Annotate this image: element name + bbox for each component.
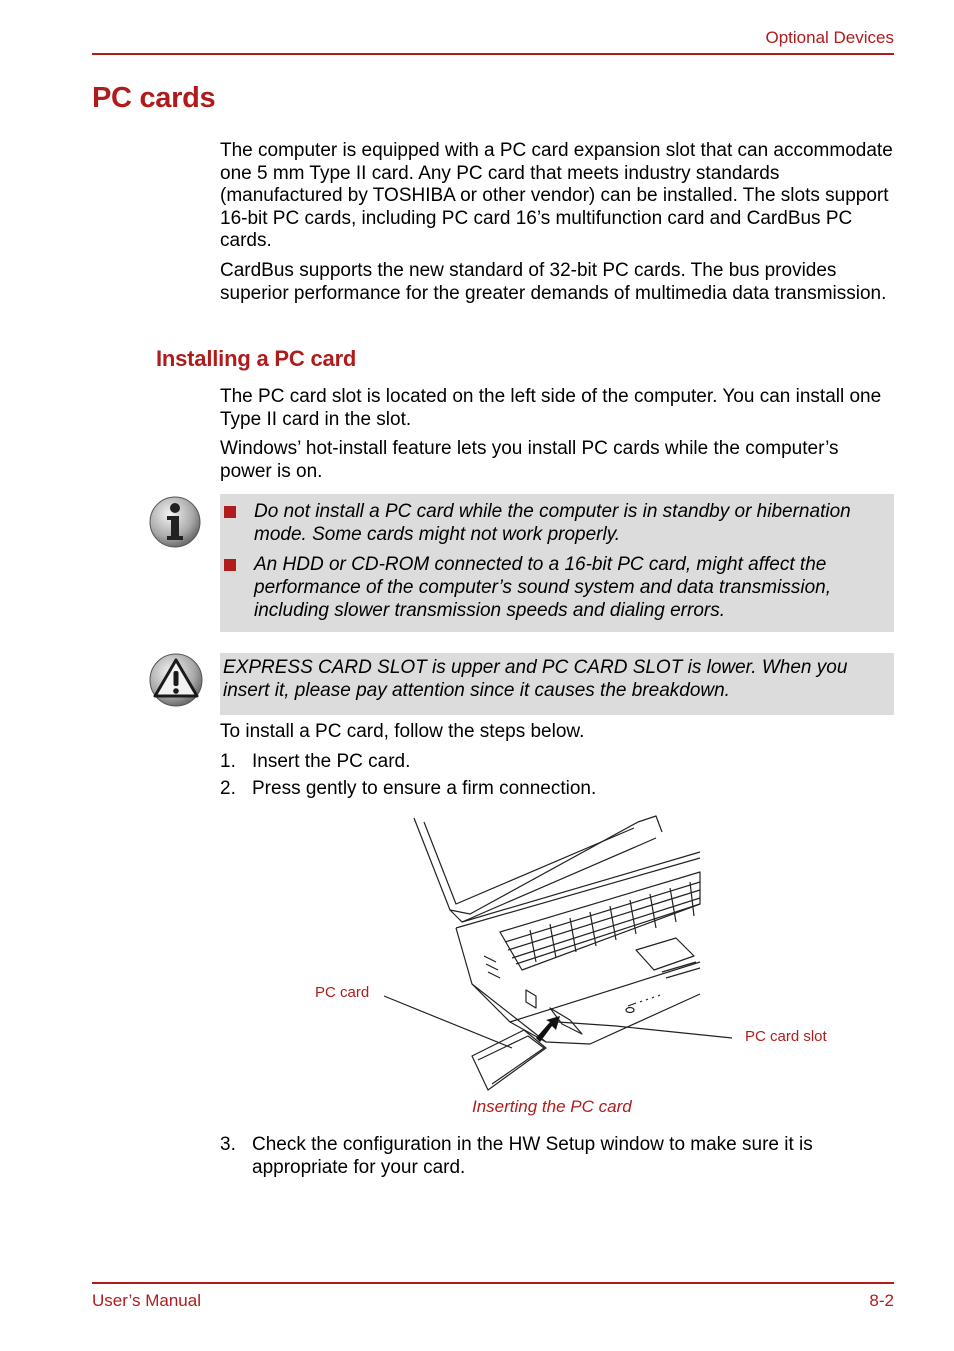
info-note-text-2: An HDD or CD-ROM connected to a 16-bit PC card, might affect the performance of the computer’s sound system and data transmission, including slower transmission speeds and dialing errors. (254, 554, 831, 621)
pc-card-illustration (300, 812, 860, 1102)
list-item (220, 1134, 894, 1180)
step-text: Check the configuration in the HW Setup window to make sure it is appropriate for your card. (252, 1134, 813, 1178)
installing-text-2: Windows’ hot-install feature lets you install PC cards while the computer’s power is on. (220, 438, 839, 482)
info-note-box (220, 494, 894, 632)
info-note-item (220, 500, 894, 546)
running-header: Optional Devices (765, 28, 894, 47)
page-number: 8-2 (869, 1291, 894, 1310)
installing-paragraph-1 (220, 386, 894, 431)
figure-caption: Inserting the PC card (472, 1097, 632, 1116)
bullet-square-icon (224, 506, 236, 518)
intro-paragraph-1 (220, 140, 894, 253)
info-note-item (220, 553, 894, 622)
warning-icon (148, 652, 204, 708)
info-note-text-1: Do not install a PC card while the computer is in standby or hibernation mode. Some cards might not work properly. (254, 501, 851, 545)
caution-note-box (220, 653, 894, 715)
step-text: Insert the PC card. (252, 751, 411, 772)
installing-paragraph-2 (220, 438, 894, 483)
intro-text-2: CardBus supports the new standard of 32-bit PC cards. The bus provides superior performance for the greater demands of multimedia data transmission. (220, 260, 887, 304)
footer-rule (92, 1282, 894, 1284)
list-item (220, 778, 894, 801)
step-number: 3. (220, 1134, 236, 1155)
steps-intro: To install a PC card, follow the steps below. (220, 721, 585, 742)
step-number: 1. (220, 751, 236, 772)
step-number: 2. (220, 778, 236, 799)
figure-label-pc-card: PC card (315, 984, 370, 1001)
page-title: PC cards (92, 82, 216, 114)
section-heading: Installing a PC card (156, 346, 357, 371)
installing-text-1: The PC card slot is located on the left side of the computer. You can install one Type II card in the slot. (220, 386, 882, 430)
header-rule (92, 53, 894, 55)
list-item (220, 751, 894, 774)
intro-text-1: The computer is equipped with a PC card expansion slot that can accommodate one 5 mm Type II card. Any PC card that meets industry standards (manufactured by TOSHIBA or other vendor) can be installed. The slots support 16-bit PC cards, including PC card 16’s multifunction card and CardBus PC cards. (220, 140, 893, 251)
figure-label-pc-card-slot: PC card slot (745, 1028, 827, 1045)
caution-note-text: EXPRESS CARD SLOT is upper and PC CARD SLOT is lower. When you insert it, please pay attention since it causes the breakdown. (223, 657, 848, 701)
footer-manual-title: User’s Manual (92, 1291, 201, 1310)
info-icon (148, 495, 202, 549)
intro-paragraph-2 (220, 260, 894, 305)
bullet-square-icon (224, 559, 236, 571)
step-text: Press gently to ensure a firm connection. (252, 778, 597, 799)
